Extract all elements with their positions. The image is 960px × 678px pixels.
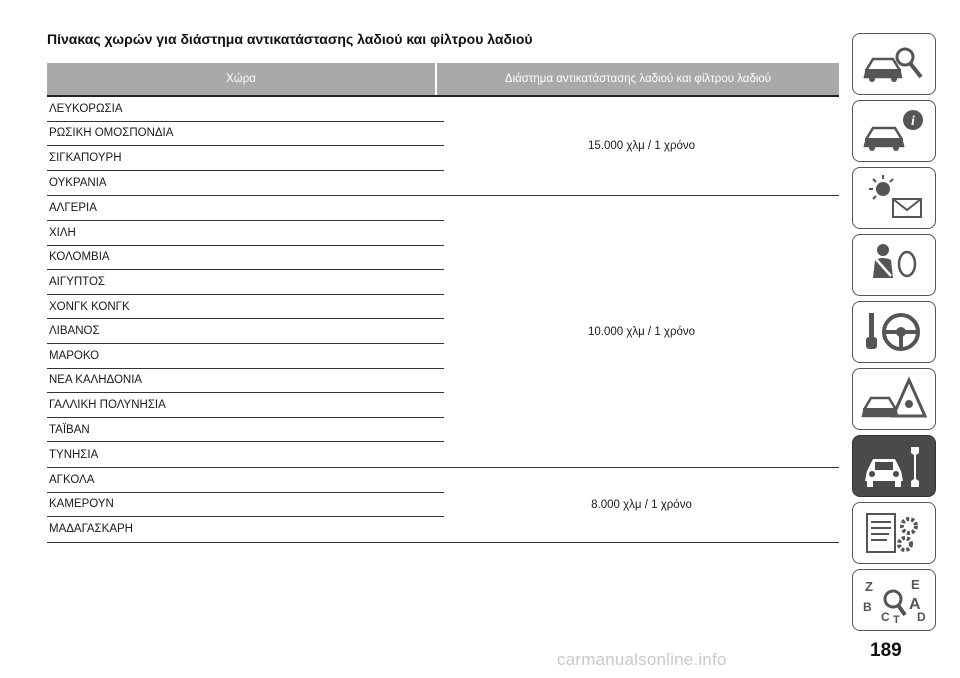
alphabetical-index-icon	[859, 575, 929, 625]
tab-emergency[interactable]	[852, 368, 936, 430]
technical-data-icon	[859, 508, 929, 558]
table-row: ΣΙΓΚΑΠΟΥΡΗ	[47, 146, 444, 171]
car-search-icon	[859, 39, 929, 89]
interval-group	[47, 468, 839, 543]
table-row: ΤΑΪΒΑΝ	[47, 418, 444, 443]
index-letter: D	[917, 610, 926, 624]
interval-cell: 8.000 χλμ / 1 χρόνο	[591, 498, 692, 511]
table-row: ΡΩΣΙΚΗ ΟΜΟΣΠΟΝΔΙΑ	[47, 122, 444, 147]
table-row: ΑΙΓΥΠΤΟΣ	[47, 270, 444, 295]
car-info-icon	[859, 106, 929, 156]
index-letter: B	[863, 600, 872, 614]
table-row: ΧΙΛΗ	[47, 221, 444, 246]
index-letter: Z	[865, 579, 873, 594]
tab-alphabetical-index[interactable]	[852, 569, 936, 631]
table-row: ΝΕΑ ΚΑΛΗΔΟΝΙΑ	[47, 369, 444, 394]
index-letter: T	[893, 614, 900, 625]
index-letter: C	[881, 610, 890, 624]
table-row: ΑΛΓΕΡΙΑ	[47, 196, 444, 221]
table-row: ΚΑΜΕΡΟΥΝ	[47, 493, 444, 518]
tab-car-info[interactable]	[852, 100, 936, 162]
svg-text:i: i	[911, 114, 915, 129]
table-row: ΓΑΛΛΙΚΗ ΠΟΛΥΝΗΣΙΑ	[47, 393, 444, 418]
table-row: ΟΥΚΡΑΝΙΑ	[49, 177, 107, 190]
seatbelt-airbag-icon	[859, 240, 929, 290]
key-steering-wheel-icon	[859, 307, 929, 357]
country-oil-interval-table	[47, 63, 839, 543]
table-row: ΤΥΝΗΣΙΑ	[49, 448, 99, 461]
header-interval: Διάστημα αντικατάστασης λαδιού και φίλτρου λαδιού	[437, 63, 839, 95]
header-country: Χώρα	[47, 63, 435, 95]
table-row: ΛΙΒΑΝΟΣ	[47, 319, 444, 344]
tab-maintenance[interactable]	[852, 435, 936, 497]
tab-warning-lights[interactable]	[852, 167, 936, 229]
tab-technical-data[interactable]	[852, 502, 936, 564]
index-letter: A	[909, 596, 921, 613]
table-row: ΜΑΡΟΚΟ	[47, 344, 444, 369]
tab-safety[interactable]	[852, 234, 936, 296]
page-title: Πίνακας χωρών για διάστημα αντικατάστασης λαδιού και φίλτρου λαδιού	[47, 31, 533, 47]
interval-cell: 10.000 χλμ / 1 χρόνο	[587, 325, 696, 338]
tab-starting-driving[interactable]	[852, 301, 936, 363]
watermark: carmanualsonline.info	[557, 650, 727, 669]
table-header	[47, 63, 839, 97]
table-row: ΚΟΛΟΜΒΙΑ	[47, 246, 444, 271]
index-letter: E	[911, 577, 920, 592]
car-emergency-icon	[859, 374, 929, 424]
interval-group	[47, 196, 839, 468]
tab-car-search[interactable]	[852, 33, 936, 95]
table-row: ΜΑΔΑΓΑΣΚΑΡΗ	[49, 523, 133, 536]
table-row: ΛΕΥΚΟΡΩΣΙΑ	[47, 97, 444, 122]
car-maintenance-icon	[859, 441, 929, 491]
interval-cell: 15.000 χλμ / 1 χρόνο	[587, 140, 696, 153]
warning-lights-icon	[859, 173, 929, 223]
table-row: ΧΟΝΓΚ ΚΟΝΓΚ	[47, 295, 444, 320]
table-row: ΑΓΚΟΛΑ	[47, 468, 444, 493]
page-number: 189	[870, 640, 902, 661]
interval-group	[47, 97, 839, 196]
